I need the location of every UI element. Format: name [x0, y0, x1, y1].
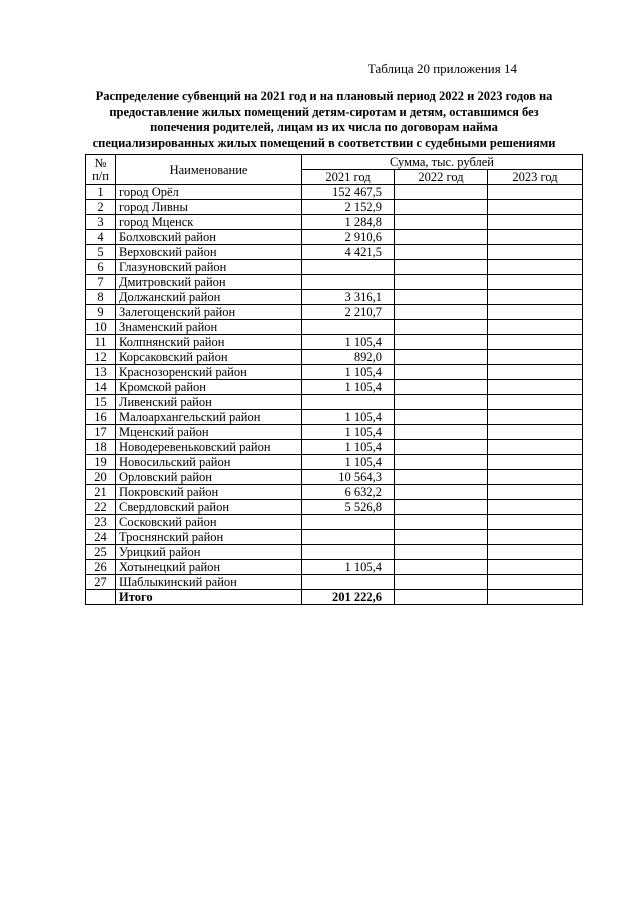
row-name-cell: Орловский район — [116, 470, 302, 485]
header-2022: 2022 год — [395, 170, 488, 185]
row-number-cell: 16 — [86, 410, 116, 425]
value-2021-cell: 1 105,4 — [302, 560, 395, 575]
value-2023-cell — [488, 545, 583, 560]
value-2022-cell — [395, 335, 488, 350]
row-name-cell: город Мценск — [116, 215, 302, 230]
table-row — [86, 530, 583, 545]
value-2021-cell: 2 152,9 — [302, 200, 395, 215]
row-number-cell: 8 — [86, 290, 116, 305]
table-row — [86, 395, 583, 410]
row-number-cell: 27 — [86, 575, 116, 590]
row-number-cell: 1 — [86, 185, 116, 200]
value-2023-cell — [488, 575, 583, 590]
value-2022-cell — [395, 350, 488, 365]
row-name-cell: Мценский район — [116, 425, 302, 440]
value-2021-cell: 1 284,8 — [302, 215, 395, 230]
value-2023-cell — [488, 290, 583, 305]
value-2022-cell — [395, 425, 488, 440]
value-2023-cell — [488, 425, 583, 440]
value-2023-cell — [488, 455, 583, 470]
value-2022-cell — [395, 515, 488, 530]
table-row — [86, 215, 583, 230]
value-2021-cell — [302, 275, 395, 290]
table-row — [86, 485, 583, 500]
value-2022-cell — [395, 545, 488, 560]
row-name-cell: Верховский район — [116, 245, 302, 260]
value-2021-cell: 6 632,2 — [302, 485, 395, 500]
value-2021-cell: 1 105,4 — [302, 380, 395, 395]
table-row — [86, 350, 583, 365]
row-number-cell: 11 — [86, 335, 116, 350]
row-number-cell: 5 — [86, 245, 116, 260]
value-2022-cell — [395, 305, 488, 320]
table-row — [86, 230, 583, 245]
row-number-cell: 4 — [86, 230, 116, 245]
row-name-cell: Болховский район — [116, 230, 302, 245]
table-row — [86, 425, 583, 440]
table-row — [86, 305, 583, 320]
value-2023-cell — [488, 185, 583, 200]
header-sum: Сумма, тыс. рублей — [302, 155, 583, 170]
value-2022-cell — [395, 245, 488, 260]
total-row — [86, 590, 583, 605]
value-2022-cell — [395, 185, 488, 200]
value-2021-cell — [302, 575, 395, 590]
row-number-cell: 21 — [86, 485, 116, 500]
value-2023-cell — [488, 530, 583, 545]
value-2021-cell: 892,0 — [302, 350, 395, 365]
row-number-cell: 15 — [86, 395, 116, 410]
value-2023-cell — [488, 395, 583, 410]
table-row — [86, 455, 583, 470]
value-2023-cell — [488, 515, 583, 530]
value-2023-cell — [488, 380, 583, 395]
value-2021-cell — [302, 395, 395, 410]
value-2021-cell — [302, 260, 395, 275]
table-row — [86, 185, 583, 200]
row-number-cell: 22 — [86, 500, 116, 515]
value-2023-cell — [488, 440, 583, 455]
row-name-cell: Троснянский район — [116, 530, 302, 545]
value-2022-cell — [395, 380, 488, 395]
value-2022-cell — [395, 590, 488, 605]
row-name-cell: Урицкий район — [116, 545, 302, 560]
table-row — [86, 200, 583, 215]
table-row — [86, 575, 583, 590]
row-number-cell: 25 — [86, 545, 116, 560]
value-2023-cell — [488, 560, 583, 575]
row-number-cell: 18 — [86, 440, 116, 455]
value-2023-cell — [488, 590, 583, 605]
row-name-cell: Сосковский район — [116, 515, 302, 530]
value-2022-cell — [395, 320, 488, 335]
value-2021-cell: 2 910,6 — [302, 230, 395, 245]
row-name-cell: Итого — [116, 590, 302, 605]
table-row — [86, 560, 583, 575]
row-name-cell: Новосильский район — [116, 455, 302, 470]
value-2022-cell — [395, 560, 488, 575]
value-2022-cell — [395, 575, 488, 590]
row-name-cell: Ливенский район — [116, 395, 302, 410]
table-row — [86, 545, 583, 560]
value-2022-cell — [395, 530, 488, 545]
row-name-cell: город Орёл — [116, 185, 302, 200]
appendix-label: Таблица 20 приложения 14 — [367, 61, 517, 76]
value-2022-cell — [395, 500, 488, 515]
table-row — [86, 440, 583, 455]
row-name-cell: Кромской район — [116, 380, 302, 395]
row-name-cell: Колпнянский район — [116, 335, 302, 350]
value-2021-cell: 10 564,3 — [302, 470, 395, 485]
value-2022-cell — [395, 200, 488, 215]
header-name: Наименование — [116, 155, 302, 185]
row-name-cell: Корсаковский район — [116, 350, 302, 365]
row-name-cell: Залегощенский район — [116, 305, 302, 320]
table-row — [86, 470, 583, 485]
row-number-cell: 23 — [86, 515, 116, 530]
table-row — [86, 380, 583, 395]
value-2023-cell — [488, 245, 583, 260]
value-2023-cell — [488, 410, 583, 425]
value-2022-cell — [395, 455, 488, 470]
row-number-cell — [86, 590, 116, 605]
row-name-cell: Краснозоренский район — [116, 365, 302, 380]
header-2023: 2023 год — [488, 170, 583, 185]
value-2022-cell — [395, 275, 488, 290]
value-2021-cell — [302, 545, 395, 560]
value-2021-cell: 1 105,4 — [302, 440, 395, 455]
row-name-cell: Свердловский район — [116, 500, 302, 515]
table-body — [86, 185, 583, 605]
value-2021-cell: 1 105,4 — [302, 365, 395, 380]
table-row — [86, 365, 583, 380]
table-header — [86, 155, 583, 185]
row-number-cell: 10 — [86, 320, 116, 335]
row-number-cell: 13 — [86, 365, 116, 380]
value-2021-cell: 152 467,5 — [302, 185, 395, 200]
table-row — [86, 500, 583, 515]
row-name-cell: Малоархангельский район — [116, 410, 302, 425]
value-2021-cell — [302, 320, 395, 335]
value-2021-cell: 1 105,4 — [302, 425, 395, 440]
value-2023-cell — [488, 500, 583, 515]
value-2021-cell: 1 105,4 — [302, 410, 395, 425]
table-row — [86, 275, 583, 290]
value-2021-cell — [302, 515, 395, 530]
value-2023-cell — [488, 230, 583, 245]
row-name-cell: Шаблыкинский район — [116, 575, 302, 590]
table-row — [86, 260, 583, 275]
subvention-table — [85, 154, 583, 605]
value-2022-cell — [395, 230, 488, 245]
row-number-cell: 14 — [86, 380, 116, 395]
value-2023-cell — [488, 470, 583, 485]
value-2022-cell — [395, 485, 488, 500]
value-2023-cell — [488, 350, 583, 365]
header-num: № п/п — [86, 155, 116, 185]
value-2022-cell — [395, 440, 488, 455]
table-row — [86, 320, 583, 335]
row-name-cell: Хотынецкий район — [116, 560, 302, 575]
row-name-cell: Знаменский район — [116, 320, 302, 335]
value-2021-cell — [302, 530, 395, 545]
table-row — [86, 290, 583, 305]
value-2023-cell — [488, 200, 583, 215]
value-2023-cell — [488, 365, 583, 380]
value-2022-cell — [395, 260, 488, 275]
value-2023-cell — [488, 260, 583, 275]
value-2021-cell: 1 105,4 — [302, 455, 395, 470]
row-number-cell: 7 — [86, 275, 116, 290]
header-2021: 2021 год — [302, 170, 395, 185]
row-number-cell: 3 — [86, 215, 116, 230]
row-name-cell: Должанский район — [116, 290, 302, 305]
document-title: Распределение субвенций на 2021 год и на плановый период 2022 и 2023 годов на предоставление жилых помещений детям-сиротам и детям, оставшимся без попечения родителей, лицам из их числа по договорам найма специализированных жилых помещений в соответствии с судебными решениями — [92, 89, 556, 150]
value-2022-cell — [395, 410, 488, 425]
row-name-cell: Новодеревеньковский район — [116, 440, 302, 455]
table-row — [86, 335, 583, 350]
value-2021-cell: 2 210,7 — [302, 305, 395, 320]
value-2023-cell — [488, 335, 583, 350]
value-2021-cell: 5 526,8 — [302, 500, 395, 515]
row-number-cell: 17 — [86, 425, 116, 440]
value-2022-cell — [395, 215, 488, 230]
value-2023-cell — [488, 275, 583, 290]
table-row — [86, 245, 583, 260]
row-number-cell: 26 — [86, 560, 116, 575]
row-number-cell: 9 — [86, 305, 116, 320]
value-2022-cell — [395, 395, 488, 410]
row-number-cell: 24 — [86, 530, 116, 545]
value-2021-cell: 4 421,5 — [302, 245, 395, 260]
row-name-cell: Покровский район — [116, 485, 302, 500]
row-number-cell: 20 — [86, 470, 116, 485]
table-row — [86, 410, 583, 425]
value-2023-cell — [488, 320, 583, 335]
value-2021-cell: 3 316,1 — [302, 290, 395, 305]
value-2022-cell — [395, 470, 488, 485]
row-number-cell: 2 — [86, 200, 116, 215]
row-name-cell: Глазуновский район — [116, 260, 302, 275]
value-2022-cell — [395, 290, 488, 305]
value-2023-cell — [488, 215, 583, 230]
table-row — [86, 515, 583, 530]
row-number-cell: 12 — [86, 350, 116, 365]
value-2022-cell — [395, 365, 488, 380]
value-2023-cell — [488, 305, 583, 320]
row-name-cell: город Ливны — [116, 200, 302, 215]
row-number-cell: 6 — [86, 260, 116, 275]
value-2023-cell — [488, 485, 583, 500]
row-name-cell: Дмитровский район — [116, 275, 302, 290]
value-2021-cell: 201 222,6 — [302, 590, 395, 605]
row-number-cell: 19 — [86, 455, 116, 470]
value-2021-cell: 1 105,4 — [302, 335, 395, 350]
